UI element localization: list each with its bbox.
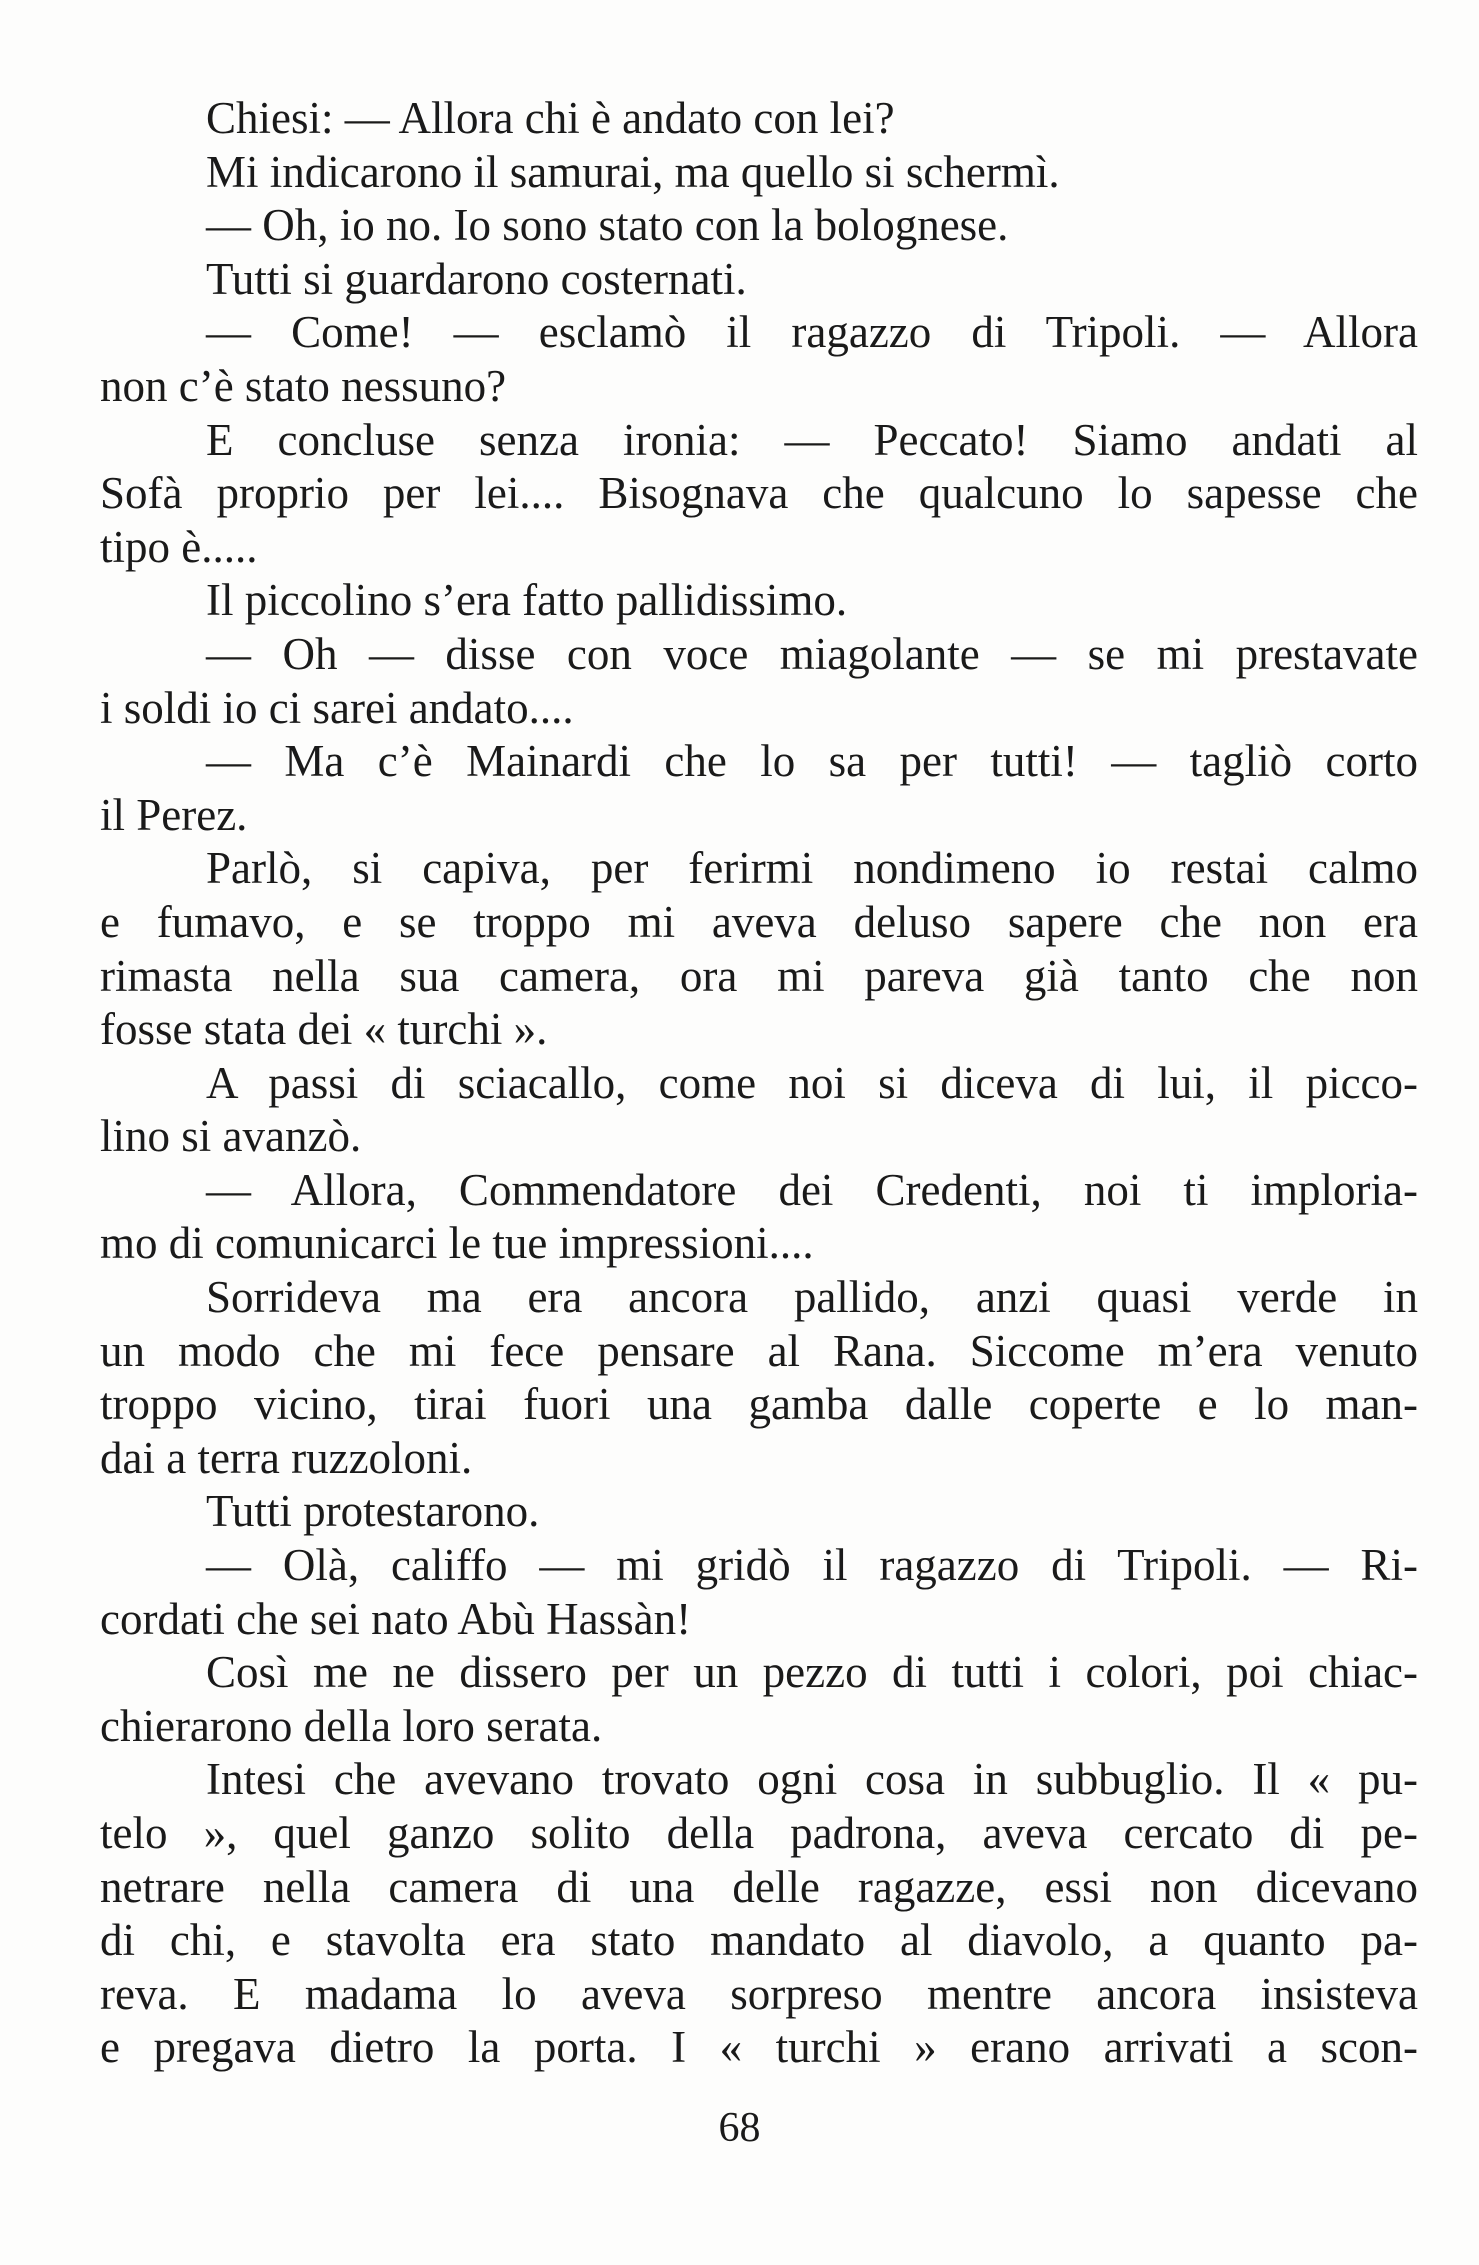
text-line: troppo vicino, tirai fuori una gamba dalle coperte e lo man- (100, 1379, 1418, 1430)
text-line: tipo è..... (100, 521, 258, 572)
text-line: E concluse senza ironia: — Peccato! Siamo andati al (206, 414, 1418, 465)
text-line: chierarono della loro serata. (100, 1700, 603, 1751)
text-line: A passi di sciacallo, come noi si diceva di lui, il picco- (206, 1057, 1418, 1108)
body-text (100, 92, 1418, 2075)
text-line: — Oh, io no. Io sono stato con la bolognese. (206, 200, 1009, 251)
text-line: Mi indicarono il samurai, ma quello si schermì. (206, 146, 1060, 197)
text-line: fosse stata dei « turchi ». (100, 1004, 548, 1055)
text-line: reva. E madama lo aveva sorpreso mentre ancora insisteva (100, 1968, 1418, 2019)
page-number: 68 (718, 2105, 761, 2151)
text-line: — Olà, califfo — mi gridò il ragazzo di Tripoli. — Ri- (206, 1540, 1418, 1591)
text-line: Sorrideva ma era ancora pallido, anzi quasi verde in (206, 1272, 1418, 1323)
text-line: lino si avanzò. (100, 1111, 362, 1162)
text-line: dai a terra ruzzoloni. (100, 1432, 473, 1483)
text-line: Il piccolino s’era fatto pallidissimo. (206, 575, 848, 626)
text-line: Chiesi: — Allora chi è andato con lei? (206, 93, 895, 143)
text-line: Intesi che avevano trovato ogni cosa in subbuglio. Il « pu- (206, 1754, 1418, 1805)
text-line: il Perez. (100, 789, 248, 840)
text-line: — Allora, Commendatore dei Credenti, noi ti imploria- (206, 1164, 1418, 1215)
text-line: e pregava dietro la porta. I « turchi » erano arrivati a scon- (100, 2022, 1418, 2073)
text-line: mo di comunicarci le tue impressioni.... (100, 1218, 814, 1269)
text-line: e fumavo, e se troppo mi aveva deluso sapere che non era (100, 896, 1418, 947)
text-line: Tutti protestarono. (206, 1486, 540, 1537)
text-line: cordati che sei nato Abù Hassàn! (100, 1593, 692, 1644)
text-line: — Come! — esclamò il ragazzo di Tripoli. — Allora (206, 307, 1418, 358)
text-line: i soldi io ci sarei andato.... (100, 682, 574, 733)
text-line: rimasta nella sua camera, ora mi pareva già tanto che non (100, 950, 1418, 1001)
text-line: Parlò, si capiva, per ferirmi nondimeno io restai calmo (206, 843, 1418, 894)
text-line: Sofà proprio per lei.... Bisognava che qualcuno lo sapesse che (100, 468, 1418, 519)
text-line: — Ma c’è Mainardi che lo sa per tutti! — tagliò corto (206, 736, 1418, 787)
text-line: Tutti si guardarono costernati. (206, 253, 747, 304)
text-line: — Oh — disse con voce miagolante — se mi prestavate (206, 628, 1418, 679)
text-line: un modo che mi fece pensare al Rana. Siccome m’era venuto (100, 1325, 1418, 1376)
text-line: Così me ne dissero per un pezzo di tutti i colori, poi chiac- (206, 1647, 1418, 1698)
text-line: non c’è stato nessuno? (100, 360, 507, 411)
text-line: di chi, e stavolta era stato mandato al diavolo, a quanto pa- (100, 1915, 1418, 1966)
text-line: netrare nella camera di una delle ragazze, essi non dicevano (100, 1861, 1418, 1912)
text-line: telo », quel ganzo solito della padrona, aveva cercato di pe- (100, 1808, 1418, 1858)
